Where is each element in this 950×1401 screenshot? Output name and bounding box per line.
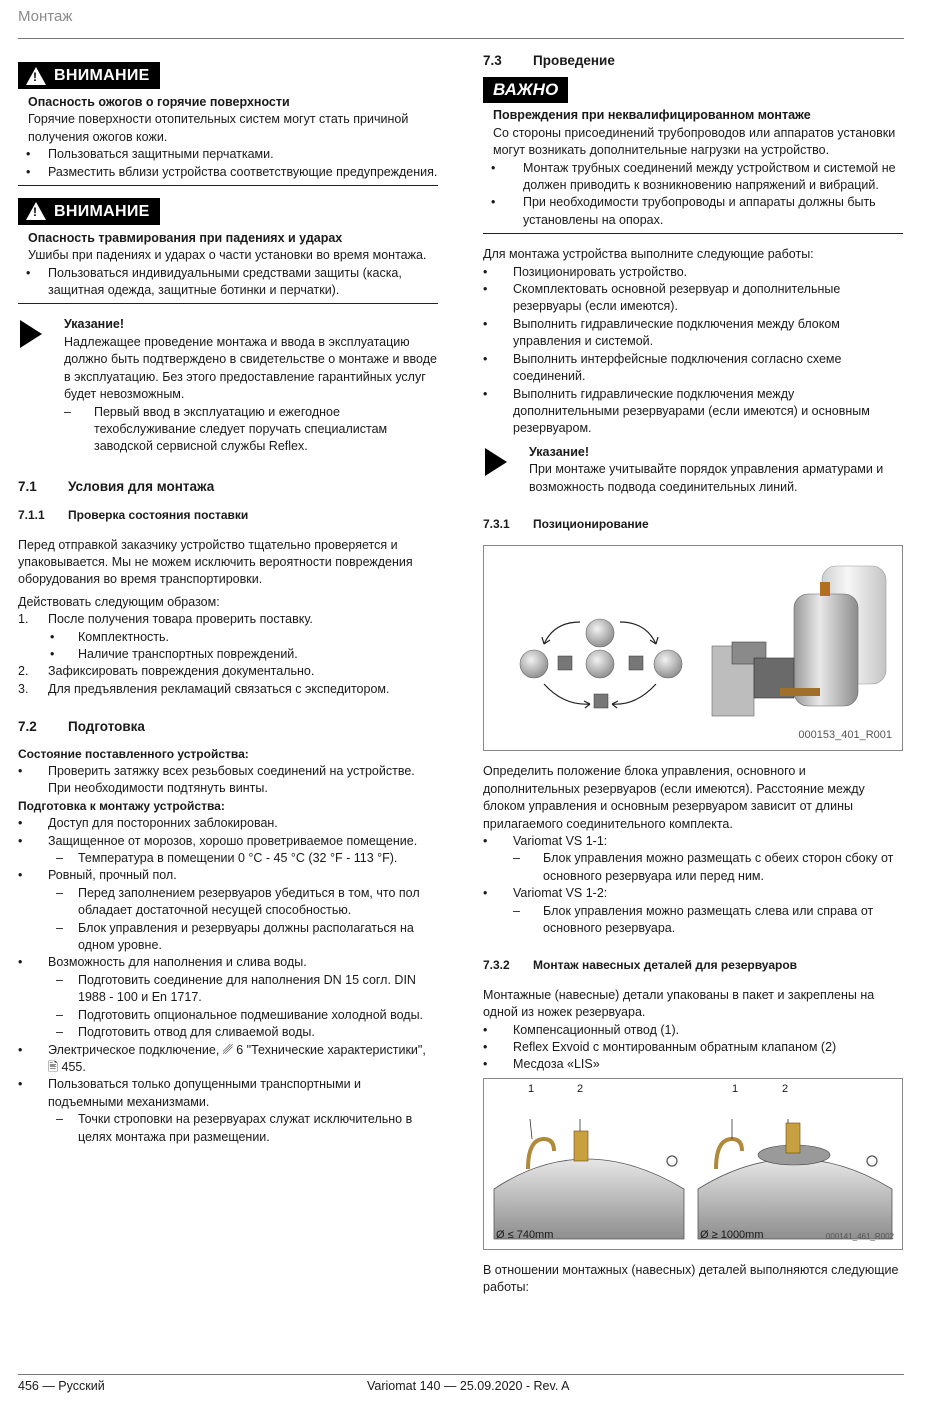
list-item: • Выполнить гидравлические подключения между дополнительными резервуарами (если имеются) и основным резервуаром. bbox=[483, 386, 870, 436]
warning-text: Горячие поверхности отопительных систем могут стать причиной получения ожогов кожи. bbox=[28, 112, 409, 144]
figure-code: 000153_401_R001 bbox=[798, 728, 892, 741]
paragraph-heading: Подготовка к монтажу устройства: bbox=[18, 798, 225, 813]
list-item: • Variomat VS 1-2: bbox=[483, 886, 608, 901]
paragraph: Действовать следующим образом: bbox=[18, 594, 220, 609]
section-heading: 7.2 Подготовка bbox=[18, 719, 145, 735]
list-subitem: – Блок управления можно размещать с обеих сторон сбоку от основного резервуара или перед ним. bbox=[513, 851, 894, 883]
list-item: • Ровный, прочный пол. bbox=[18, 868, 177, 883]
warning-label: ! ВНИМАНИЕ bbox=[18, 62, 160, 89]
list-subitem: – Точки строповки на резервуарах служат исключительно в целях монтажа при размещении. bbox=[56, 1112, 413, 1144]
warning-triangle-icon: ! bbox=[26, 67, 46, 85]
list-item: • Наличие транспортных повреждений. bbox=[50, 646, 298, 661]
list-item: • При необходимости трубопроводы и аппараты должны быть установлены на опорах. bbox=[491, 195, 876, 227]
warning-falls bbox=[18, 198, 438, 305]
list-item: • Доступ для посторонних заблокирован. bbox=[18, 816, 278, 831]
list-item: • Проверить затяжку всех резьбовых соединений на устройстве. При необходимости подтянуть винты. bbox=[18, 764, 415, 796]
important-text: Со стороны присоединений трубопроводов или аппаратов установки могут возникать дополнительные нагрузки на устройство. bbox=[493, 125, 896, 158]
page-number: 456 — Русский bbox=[18, 1379, 105, 1393]
paragraph: В отношении монтажных (навесных) деталей выполняются следующие работы: bbox=[483, 1262, 899, 1295]
list-item: • Выполнить интерфейсные подключения согласно схеме соединений. bbox=[483, 351, 842, 384]
warning-title: Опасность ожогов о горячие поверхности bbox=[28, 94, 290, 109]
list-subitem: – Температура в помещении 0 °C - 45 °C (32 °F - 113 °F). bbox=[56, 851, 398, 866]
list-subitem: – Блок управления можно размещать слева или справа от основного резервуара. bbox=[513, 903, 874, 935]
parts-figure bbox=[483, 1078, 903, 1250]
list-subitem: – Перед заполнением резервуаров убедиться в том, что пол обладает достаточной несущей способностью. bbox=[56, 885, 420, 918]
list-item: • Защищенное от морозов, хорошо проветриваемое помещение. bbox=[18, 833, 418, 848]
step-item: 3. Для предъявления рекламаций связаться с экспедитором. bbox=[18, 681, 390, 696]
warning-label: ! ВНИМАНИЕ bbox=[18, 198, 160, 225]
note-subitem: Первый ввод в эксплуатацию и ежегодное техобслуживание следует поручать специалистам заводской сервисной службы Reflex. bbox=[94, 404, 388, 454]
note-arrow-icon bbox=[20, 320, 42, 348]
positioning-figure bbox=[483, 545, 903, 751]
warning-burns bbox=[18, 62, 438, 186]
diameter-label: Ø ≤ 740mm bbox=[496, 1229, 554, 1242]
section-heading: 7.3 Проведение bbox=[483, 53, 615, 68]
list-item: • Позиционировать устройство. bbox=[483, 264, 688, 279]
callout-1: 1 bbox=[732, 1082, 739, 1095]
list-subitem: – Подготовить соединение для наполнения DN 15 согл. DIN 1988 - 100 и En 1717. bbox=[56, 972, 416, 1005]
figure-code: 000141_461_R002 bbox=[825, 1232, 894, 1242]
footer-divider bbox=[18, 1374, 904, 1375]
section-heading: 7.1 Условия для монтажа bbox=[18, 478, 215, 494]
warning-triangle-icon: ! bbox=[26, 202, 46, 220]
list-item: • Месдоза «LIS» bbox=[483, 1057, 600, 1072]
paragraph: Перед отправкой заказчику устройство тщательно проверяется и упаковывается. Мы не можем исключить вероятности повреждения оборудования во время транспортировки. bbox=[18, 537, 413, 587]
important-label: ВАЖНО bbox=[483, 77, 568, 103]
list-item: • Пользоваться только допущенными транспортными и подъемными механизмами. bbox=[18, 1077, 362, 1109]
callout-1: 1 bbox=[528, 1082, 535, 1095]
important-title: Повреждения при неквалифицированном монтаже bbox=[493, 108, 811, 123]
warning-title: Опасность травмирования при падениях и ударах bbox=[28, 230, 343, 245]
note-title: Указание! bbox=[64, 317, 125, 332]
step-item: 2. Зафиксировать повреждения документально. bbox=[18, 664, 315, 679]
positioning-illustration bbox=[484, 546, 902, 750]
paragraph: Для монтажа устройства выполните следующие работы: bbox=[483, 247, 814, 262]
warning-text: Ушибы при падениях и ударах о части установки во время монтажа. bbox=[28, 248, 427, 263]
list-item: • Монтаж трубных соединений между устройством и системой не должен приводить к возникновению напряжений и вибраций. bbox=[491, 160, 896, 193]
note-text: Надлежащее проведение монтажа и ввода в эксплуатацию должно быть подтверждено в свидетельстве о монтаже и вводе в эксплуатацию. Без этого предоставление гарантийных услуг будет невозможным. bbox=[64, 334, 437, 402]
note-title: Указание! bbox=[529, 444, 590, 459]
list-item: • Пользоваться индивидуальными средствами защиты (каска, защитная одежда, защитные ботинки и перчатки). bbox=[26, 265, 402, 298]
list-item: • Выполнить гидравлические подключения между блоком управления и системой. bbox=[483, 316, 840, 349]
header-divider bbox=[18, 38, 904, 39]
step-item: 1. После получения товара проверить поставку. bbox=[18, 612, 313, 627]
important-box bbox=[483, 77, 903, 234]
callout-2: 2 bbox=[577, 1082, 584, 1095]
footer-document: Variomat 140 — 25.09.2020 - Rev. A bbox=[367, 1379, 570, 1393]
list-item: • Комплектность. bbox=[50, 629, 169, 644]
list-item: • Разместить вблизи устройства соответствующие предупреждения. bbox=[26, 164, 438, 179]
note-text: При монтаже учитывайте порядок управления арматурами и возможность подвода соединительных линий. bbox=[529, 462, 884, 494]
note-box bbox=[483, 444, 903, 496]
list-item: • Возможность для наполнения и слива воды. bbox=[18, 955, 307, 970]
note-box: Указание! Надлежащее проведение монтажа и ввода в эксплуатацию должно быть подтверждено в свидетельстве о монтаже и вводе в эксплуатацию. Без этого предоставление гарантийных услуг будет невозможным. – Первый ввод в эксплуатацию и ежегодное техобслуживание следует поручать специалистам заводской сервисной службы Reflex. bbox=[18, 316, 438, 455]
list-item: • Variomat VS 1-1: bbox=[483, 833, 608, 848]
subsection-heading: 7.1.1 Проверка состояния поставки bbox=[18, 508, 249, 523]
tank-parts-illustration bbox=[484, 1079, 902, 1249]
callout-2: 2 bbox=[782, 1082, 789, 1095]
list-item: • Reflex Exvoid с монтированным обратным клапаном (2) bbox=[483, 1040, 837, 1055]
list-item: • Скомплектовать основной резервуар и дополнительные резервуары (если имеются). bbox=[483, 282, 841, 314]
diameter-label: Ø ≥ 1000mm bbox=[700, 1229, 764, 1242]
left-column bbox=[18, 56, 438, 1146]
subsection-heading: 7.3.2 Монтаж навесных деталей для резервуаров bbox=[483, 958, 798, 973]
right-column bbox=[483, 53, 903, 1297]
list-subitem: – Блок управления и резервуары должны располагаться на одном уровне. bbox=[56, 920, 414, 953]
paragraph-heading: Состояние поставленного устройства: bbox=[18, 746, 249, 761]
running-header: Монтаж bbox=[18, 8, 73, 25]
list-subitem: – Подготовить опциональное подмешивание холодной воды. bbox=[56, 1007, 424, 1022]
note-arrow-icon bbox=[485, 448, 507, 476]
list-subitem: – Подготовить отвод для сливаемой воды. bbox=[56, 1025, 315, 1040]
list-item: • Электрическое подключение, ␥ 6 "Технические характеристики", 🖹 455. bbox=[18, 1042, 426, 1074]
paragraph: Определить положение блока управления, основного и дополнительных резервуаров (если имеются). Расстояние между блоком управления и основным резервуаром зависит от длины прилагаемого соединительного комплекта. bbox=[483, 764, 865, 831]
list-item: • Пользоваться защитными перчатками. bbox=[26, 147, 274, 162]
subsection-heading: 7.3.1 Позиционирование bbox=[483, 516, 649, 531]
paragraph: Монтажные (навесные) детали упакованы в пакет и закреплены на одной из ножек резервуара. bbox=[483, 987, 875, 1020]
list-item: • Компенсационный отвод (1). bbox=[483, 1022, 680, 1037]
